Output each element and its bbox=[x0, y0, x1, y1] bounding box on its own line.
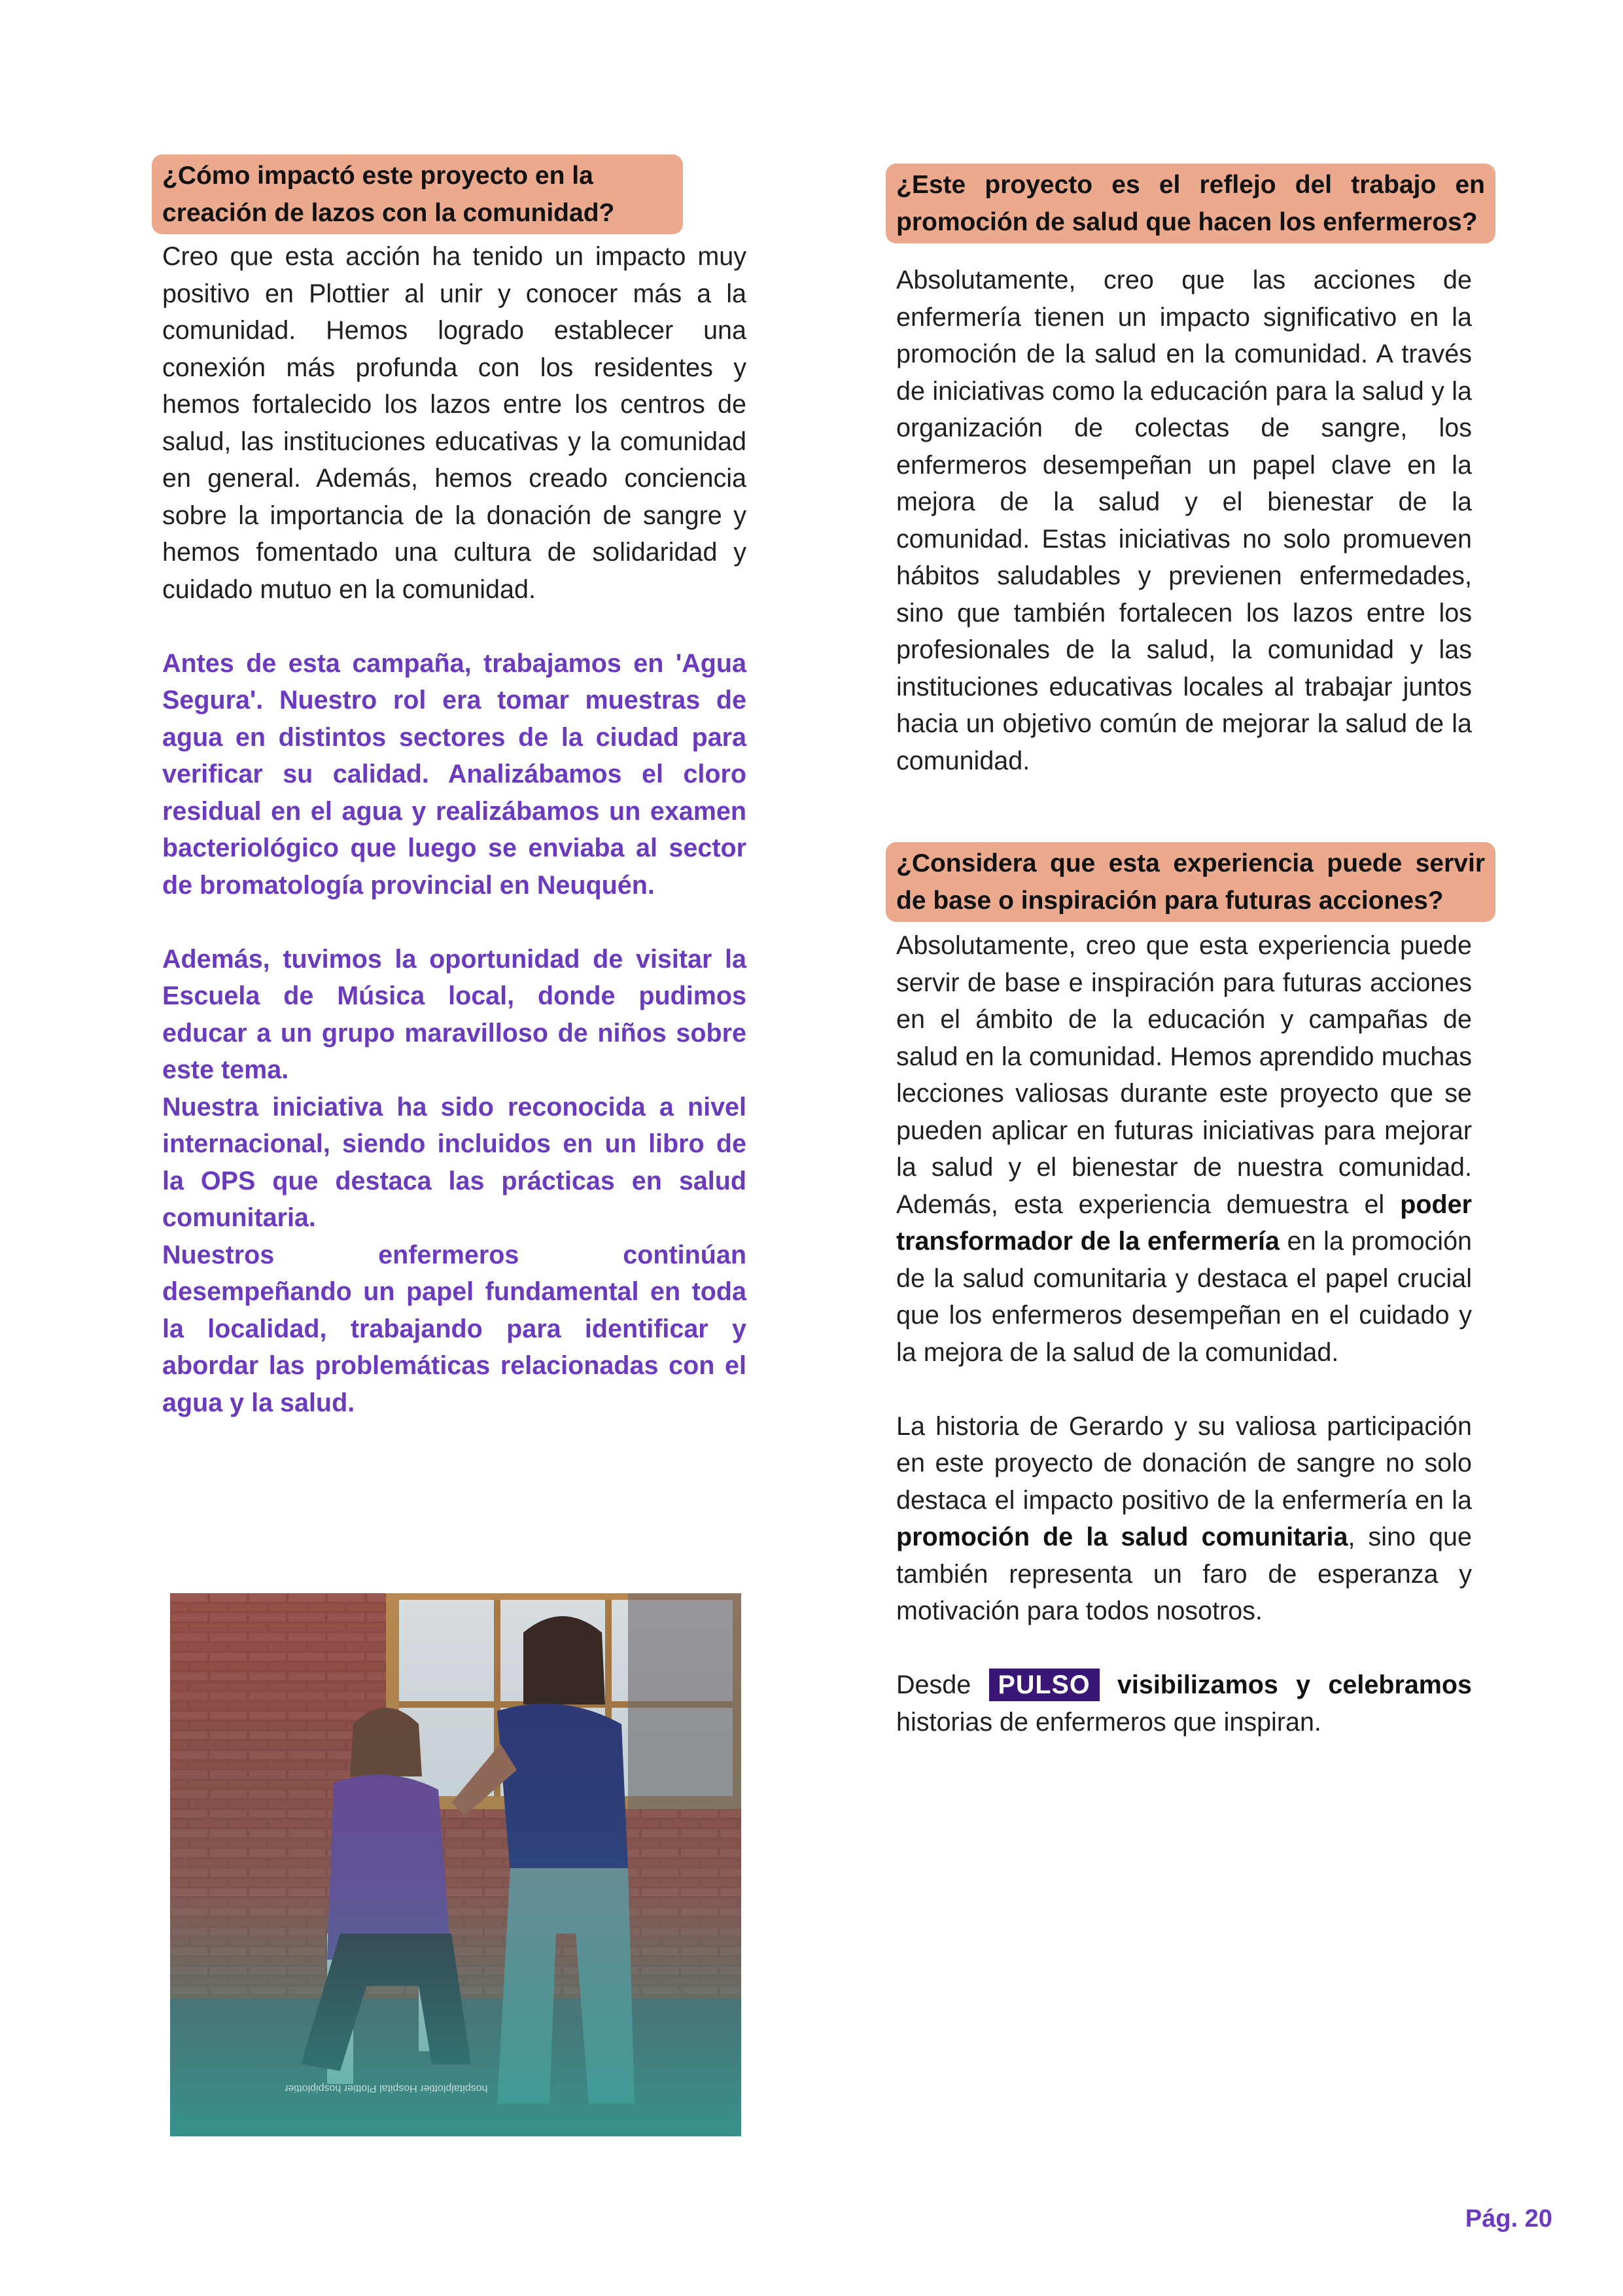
photo-illustration bbox=[170, 1593, 741, 2136]
page-number: Pág. 20 bbox=[1465, 2205, 1552, 2233]
highlight-paragraph: Nuestros enfermeros continúan desempeñando un papel fundamental en toda la localidad, trabajando para identificar y abordar las problemáticas relacionadas con el agua y la salud. bbox=[162, 1240, 746, 1417]
answer-paragraph: Absolutamente, creo que las acciones de enfermería tienen un impacto significativo en la promoción de la salud en la comunidad. A través de iniciativas como la educación para la salud y la organización de colectas de sangre, los enfermeros desempeñan un papel clave en la mejora de la salud y el bienestar de la comunidad. Estas iniciativas no solo promueven hábitos saludables y previenen enfermedades, sino que también fortalecen los lazos entre los profesionales de la salud, la comunidad y las instituciones educativas locales al trabajar juntos hacia un objetivo común de mejorar la salud de la comunidad. bbox=[896, 266, 1472, 775]
highlight-paragraph: Además, tuvimos la oportunidad de visitar la Escuela de Música local, donde pudimos educar a un grupo maravilloso de niños sobre este tema. bbox=[162, 944, 746, 1084]
pulso-badge: PULSO bbox=[989, 1669, 1100, 1701]
closing-bold-text: promoción de la salud comunitaria bbox=[896, 1523, 1348, 1551]
answer-paragraph: Creo que esta acción ha tenido un impacto muy positivo en Plottier al unir y conocer más a la comunidad. Hemos logrado establecer una conexión más profunda con los residentes y hemos fortalecido los lazos entre los centros de salud, las instituciones educativas y la comunidad en general. Además, hemos creado conciencia sobre la importancia de la donación de sangre y hemos fomentado una cultura de solidaridad y cuidado mutuo en la comunidad. bbox=[162, 242, 746, 604]
right-column bbox=[896, 164, 1485, 1740]
closing-text: historias de enfermeros que inspiran. bbox=[896, 1707, 1321, 1737]
answer-text: Absolutamente, creo que esta experiencia puede servir de base e inspiración para futuras acciones en el ámbito de la educación y campañas de salud en la comunidad. Hemos aprendido muchas lecciones valiosas durante este proyecto que se pueden aplicar en futuras iniciativas para mejorar la salud y el bienestar de nuestra comunidad. Además, esta experiencia demuestra el bbox=[896, 931, 1472, 1219]
answer-bold-text: poder transformador de la enfermería bbox=[896, 1190, 1472, 1256]
question-heading: ¿Cómo impactó este proyecto en la creación de lazos con la comunidad? bbox=[152, 154, 683, 234]
highlight-paragraph: Nuestra iniciativa ha sido reconocida a nivel internacional, siendo incluidos en un libro de la OPS que destaca las prácticas en salud comunitaria. bbox=[162, 1092, 746, 1232]
closing-text: Desde bbox=[896, 1670, 989, 1699]
highlight-paragraph: Antes de esta campaña, trabajamos en 'Agua Segura'. Nuestro rol era tomar muestras de agua en distintos sectores de la ciudad para verificar su calidad. Analizábamos el cloro residual en el agua y realizábamos un examen bacteriológico que luego se enviaba al sector de bromatología provincial en Neuquén. bbox=[162, 648, 746, 900]
question-heading: ¿Este proyecto es el reflejo del trabajo en promoción de salud que hacen los enfermeros? bbox=[886, 164, 1495, 243]
left-column bbox=[162, 154, 746, 1421]
closing-text: , sino que también representa un faro de esperanza y motivación para todos nosotros. bbox=[896, 1523, 1472, 1625]
closing-text: La historia de Gerardo y su valiosa participación en este proyecto de donación de sangre no solo destaca el impacto positivo de la enfermería en la bbox=[896, 1411, 1472, 1515]
closing-bold-text: visibilizamos y celebramos bbox=[1099, 1670, 1472, 1699]
closing-paragraph bbox=[896, 1667, 1472, 1740]
vaccination-photo bbox=[170, 1593, 741, 2136]
answer-text: en la promoción de la salud comunitaria y destaca el papel crucial que los enfermeros desempeñan en el cuidado y la mejora de la salud de la comunidad. bbox=[896, 1227, 1473, 1367]
photo-watermark: hospitalplottier Hospital Plottier hospiplottier bbox=[285, 2083, 488, 2094]
answer-paragraph bbox=[896, 927, 1472, 1371]
closing-paragraph bbox=[896, 1408, 1472, 1630]
question-heading: ¿Considera que esta experiencia puede servir de base o inspiración para futuras acciones? bbox=[886, 842, 1495, 922]
